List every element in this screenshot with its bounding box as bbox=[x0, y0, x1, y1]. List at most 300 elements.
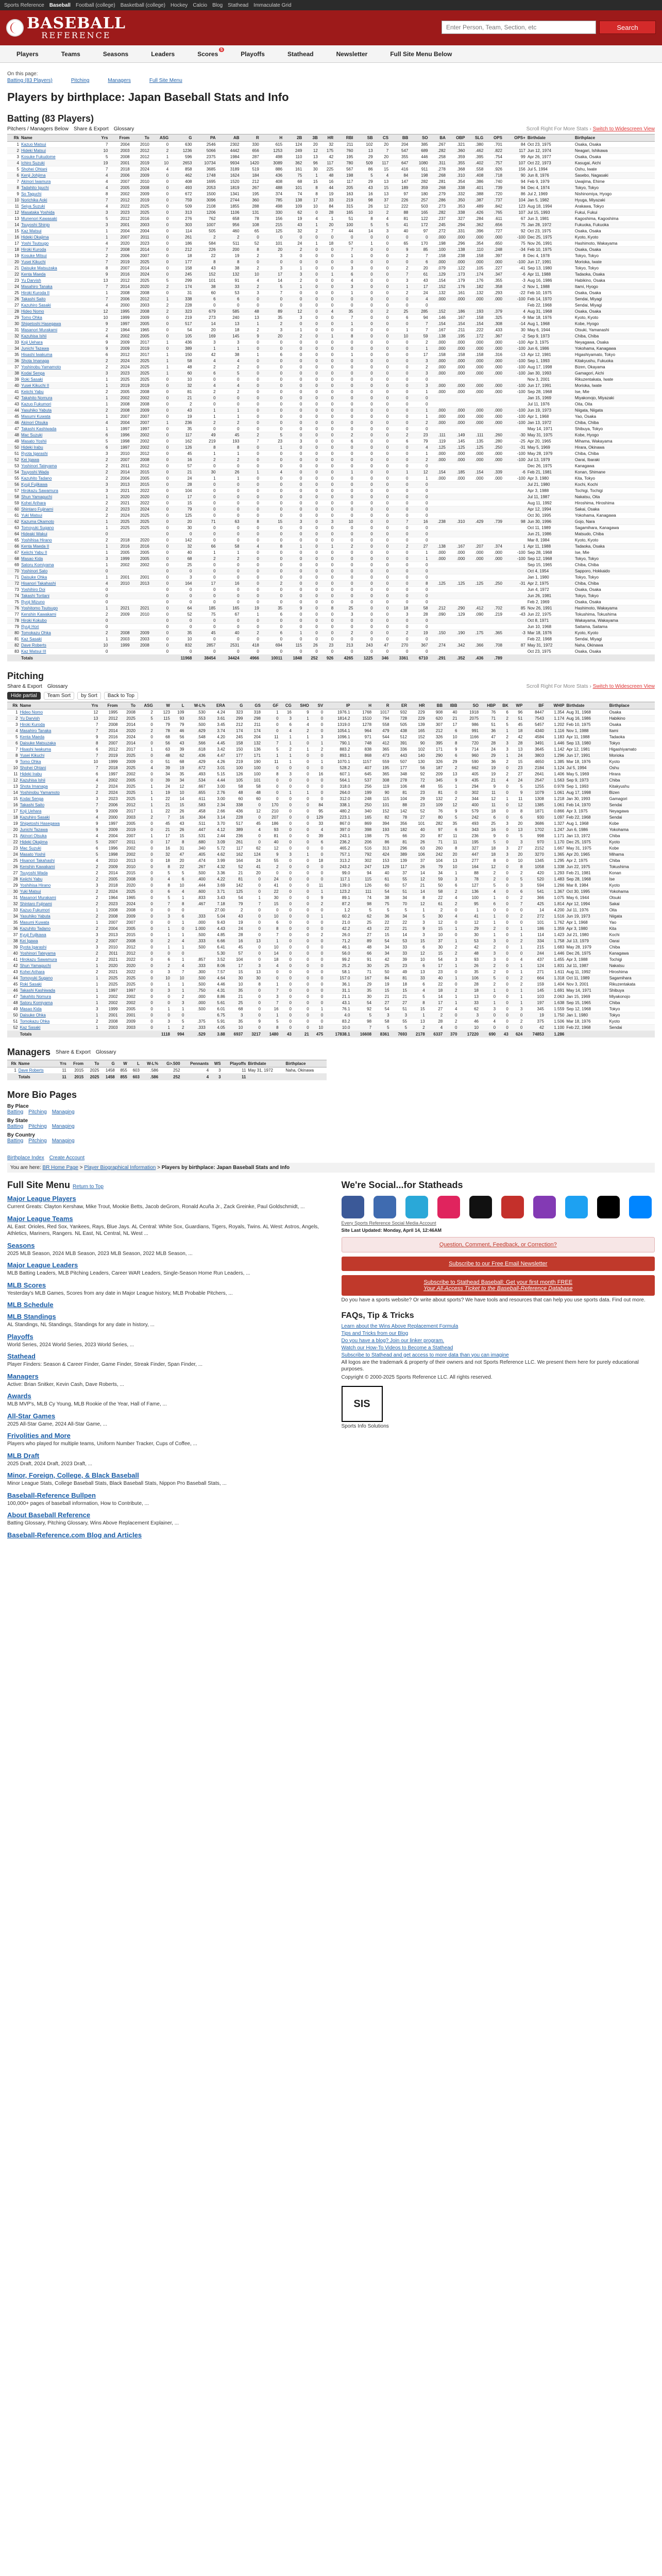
table-cell[interactable] bbox=[20, 568, 94, 574]
player-link[interactable]: Masanori Murakami bbox=[20, 895, 56, 900]
player-link[interactable]: Hideki Matsui bbox=[21, 148, 46, 153]
player-link[interactable]: Takashi Saito bbox=[21, 297, 46, 301]
table-cell[interactable] bbox=[19, 777, 86, 784]
player-link[interactable]: Hiroki Kokubo bbox=[21, 618, 47, 623]
newsletter-button[interactable]: Subscribe to our Free Email Newsletter bbox=[342, 1257, 655, 1271]
column-header[interactable]: Name bbox=[19, 702, 86, 709]
player-link[interactable]: Yusei Kikuchi II bbox=[21, 383, 49, 388]
butterfly-icon[interactable] bbox=[629, 1196, 652, 1218]
faq-link[interactable]: Subscribe to Stathead and get access to more data than you can imagine bbox=[341, 1352, 509, 1358]
nav-item-seasons[interactable]: Seasons bbox=[103, 50, 129, 58]
table-cell[interactable] bbox=[20, 272, 94, 278]
table-cell[interactable] bbox=[20, 148, 94, 154]
player-link[interactable]: Kei Igawa bbox=[21, 457, 40, 462]
widescreen-link[interactable]: Switch to Widescreen View bbox=[592, 126, 655, 132]
table-cell[interactable] bbox=[19, 901, 86, 907]
table-cell[interactable] bbox=[20, 581, 94, 587]
table-cell[interactable] bbox=[19, 845, 86, 852]
on-this-page-link[interactable]: Pitching bbox=[71, 78, 90, 83]
bio-link[interactable]: Batting bbox=[7, 1109, 24, 1115]
player-link[interactable]: Kazuo Fukumori bbox=[20, 908, 50, 912]
table-cell[interactable] bbox=[19, 753, 86, 759]
topstrip-link[interactable]: Blog bbox=[212, 2, 223, 8]
table-cell[interactable] bbox=[20, 587, 94, 593]
table-cell[interactable] bbox=[20, 173, 94, 179]
table-cell[interactable] bbox=[19, 771, 86, 777]
column-header[interactable]: OPS+ bbox=[503, 134, 527, 142]
menu-section-heading[interactable]: Stathead bbox=[7, 1352, 36, 1360]
table-cell[interactable] bbox=[19, 802, 86, 808]
widescreen-link[interactable]: Switch to Widescreen View bbox=[592, 684, 655, 689]
column-header[interactable]: Yrs bbox=[55, 1060, 67, 1067]
filter-pill[interactable]: Back to Top bbox=[104, 692, 138, 700]
table-cell[interactable] bbox=[20, 234, 94, 241]
return-to-top-link[interactable]: Return to Top bbox=[73, 1184, 104, 1190]
table-cell[interactable] bbox=[20, 513, 94, 519]
player-link[interactable]: Kazuhisa Ishii bbox=[20, 778, 45, 783]
player-link[interactable]: Daisuke Matsuzaka bbox=[20, 741, 56, 745]
menu-section-heading[interactable]: All-Star Games bbox=[7, 1412, 56, 1420]
menu-section-heading[interactable]: Playoffs bbox=[7, 1332, 33, 1341]
column-header[interactable]: G bbox=[100, 1060, 115, 1067]
column-header[interactable]: W bbox=[116, 1060, 128, 1067]
column-header[interactable]: G bbox=[169, 134, 193, 142]
filter-pill[interactable]: Team Sort bbox=[44, 692, 75, 700]
table-cell[interactable] bbox=[20, 197, 94, 204]
topstrip-link[interactable]: Football (college) bbox=[75, 2, 115, 8]
nav-item-teams[interactable]: Teams bbox=[61, 50, 80, 58]
table-cell[interactable] bbox=[19, 1025, 86, 1031]
player-link[interactable]: Hirokazu Sawamura bbox=[21, 488, 58, 493]
player-link[interactable]: Satoru Komiyama bbox=[21, 563, 54, 567]
column-header[interactable]: Yrs bbox=[94, 134, 109, 142]
player-link[interactable]: Koji Uehara bbox=[21, 340, 43, 345]
table-cell[interactable] bbox=[20, 488, 94, 494]
player-link[interactable]: Yoshinori Sato bbox=[21, 569, 48, 573]
column-header[interactable]: Name bbox=[20, 134, 94, 142]
toolbar-item[interactable]: Glossary bbox=[113, 126, 134, 132]
table-cell[interactable] bbox=[20, 506, 94, 513]
player-link[interactable]: Masumi Kuwata bbox=[21, 414, 50, 419]
menu-section-heading[interactable]: Baseball-Reference Bullpen bbox=[7, 1491, 96, 1499]
table-cell[interactable] bbox=[20, 179, 94, 185]
table-cell[interactable] bbox=[20, 624, 94, 630]
table-cell[interactable] bbox=[20, 259, 94, 265]
toolbar-item[interactable]: Glossary bbox=[47, 684, 68, 689]
table-cell[interactable] bbox=[20, 408, 94, 414]
column-header[interactable]: WHIP bbox=[545, 702, 565, 709]
menu-section-heading[interactable]: Major League Players bbox=[7, 1195, 76, 1202]
table-cell[interactable] bbox=[19, 870, 86, 876]
table-cell[interactable] bbox=[20, 315, 94, 321]
player-link[interactable]: Norichika Aoki bbox=[21, 198, 47, 202]
column-header[interactable]: From bbox=[67, 1060, 84, 1067]
table-cell[interactable] bbox=[19, 728, 86, 734]
player-link[interactable]: Takashi Saito bbox=[20, 803, 45, 807]
player-link[interactable]: Hisanori Takahashi bbox=[20, 858, 55, 863]
table-cell[interactable] bbox=[20, 284, 94, 290]
column-header[interactable]: W bbox=[154, 702, 171, 709]
player-link[interactable]: Roki Sasaki bbox=[20, 982, 42, 987]
column-header[interactable]: R bbox=[372, 702, 391, 709]
table-cell[interactable] bbox=[19, 740, 86, 747]
player-link[interactable]: Hideo Nomo bbox=[20, 710, 43, 715]
player-link[interactable]: Kazuo Matsui bbox=[21, 142, 46, 147]
table-cell[interactable] bbox=[20, 333, 94, 340]
player-link[interactable]: Ryota Igarashi bbox=[20, 945, 47, 950]
table-cell[interactable] bbox=[19, 981, 86, 988]
column-header[interactable]: From bbox=[109, 134, 130, 142]
table-cell[interactable] bbox=[20, 457, 94, 463]
table-cell[interactable] bbox=[19, 852, 86, 858]
column-header[interactable]: Yrs bbox=[86, 702, 99, 709]
column-header[interactable]: SO bbox=[458, 702, 480, 709]
player-link[interactable]: Hideki Irabu bbox=[21, 445, 43, 450]
topstrip-link[interactable]: Sports Reference bbox=[4, 2, 44, 8]
table-cell[interactable] bbox=[20, 500, 94, 506]
table-cell[interactable] bbox=[20, 550, 94, 556]
linkedin-icon[interactable] bbox=[597, 1196, 620, 1218]
column-header[interactable]: PA bbox=[193, 134, 216, 142]
player-link[interactable]: Mac Suzuki bbox=[20, 846, 41, 851]
table-cell[interactable] bbox=[20, 537, 94, 544]
table-cell[interactable] bbox=[19, 932, 86, 938]
player-link[interactable]: Ryota Igarashi bbox=[21, 451, 48, 456]
player-link[interactable]: Akinori Iwamura bbox=[21, 179, 51, 184]
menu-section-heading[interactable]: MLB Schedule bbox=[7, 1301, 54, 1309]
faq-link[interactable]: Tips and Tricks from our Blog bbox=[341, 1330, 409, 1336]
column-header[interactable]: ER bbox=[391, 702, 409, 709]
player-link[interactable]: Satoru Komiyama bbox=[20, 1001, 53, 1005]
table-cell[interactable] bbox=[19, 1000, 86, 1006]
table-cell[interactable] bbox=[20, 302, 94, 309]
player-link[interactable]: Yoshitomo Tsutsugo bbox=[21, 606, 58, 611]
table-cell[interactable] bbox=[20, 642, 94, 649]
bio-link[interactable]: Managing bbox=[52, 1124, 75, 1129]
table-cell[interactable] bbox=[19, 821, 86, 827]
bio-link[interactable]: Pitching bbox=[28, 1109, 47, 1115]
table-cell[interactable] bbox=[20, 309, 94, 315]
player-link[interactable]: Keiichi Yabu bbox=[21, 389, 44, 394]
player-link[interactable]: Kaz Sasaki bbox=[20, 1025, 41, 1030]
table-cell[interactable] bbox=[19, 747, 86, 753]
player-link[interactable]: Yoshinori Tateyama bbox=[20, 951, 56, 956]
player-link[interactable]: Kenta Maeda II bbox=[21, 544, 49, 549]
player-link[interactable]: Kazuhito Tadano bbox=[21, 476, 52, 481]
menu-section-heading[interactable]: About Baseball Reference bbox=[7, 1511, 91, 1519]
player-link[interactable]: Daisuke Matsuzaka bbox=[21, 266, 57, 270]
column-header[interactable]: AB bbox=[217, 134, 241, 142]
toolbar-item[interactable]: Pitchers / Managers Below bbox=[7, 126, 69, 132]
player-link[interactable]: Shigetoshi Hasegawa bbox=[21, 321, 61, 326]
player-link[interactable]: Yoshinobu Yamamoto bbox=[20, 790, 60, 795]
player-link[interactable]: Masumi Kuwata bbox=[20, 920, 49, 925]
player-link[interactable]: Shintaro Fujinami bbox=[21, 507, 54, 512]
table-cell[interactable] bbox=[20, 383, 94, 389]
breadcrumb-link[interactable]: BR Home Page bbox=[42, 1165, 78, 1171]
column-header[interactable]: To bbox=[84, 1060, 100, 1067]
column-header[interactable]: OBP bbox=[447, 134, 466, 142]
table-cell[interactable] bbox=[19, 988, 86, 994]
table-cell[interactable] bbox=[20, 612, 94, 618]
column-header[interactable]: 2B bbox=[283, 134, 303, 142]
player-link[interactable]: Takashi Kashiwada bbox=[20, 988, 56, 993]
table-cell[interactable] bbox=[20, 154, 94, 160]
player-link[interactable]: Takahito Nomura bbox=[20, 994, 52, 999]
player-link[interactable]: Yu Darvish bbox=[20, 716, 40, 721]
filter-pill[interactable]: Hide partial bbox=[7, 692, 41, 700]
table-cell[interactable] bbox=[20, 278, 94, 284]
on-this-page-link[interactable]: Batting (83 Players) bbox=[7, 78, 53, 83]
table-cell[interactable] bbox=[19, 1006, 86, 1012]
column-header[interactable]: BF bbox=[523, 702, 545, 709]
player-link[interactable]: Hiroki Kuroda II bbox=[21, 291, 50, 295]
player-link[interactable]: Hisanori Takahashi bbox=[21, 581, 56, 586]
player-link[interactable]: Masanori Murakami bbox=[21, 328, 58, 332]
column-header[interactable]: HR bbox=[319, 134, 334, 142]
menu-section-heading[interactable]: Major League Teams bbox=[7, 1214, 73, 1223]
table-cell[interactable] bbox=[20, 414, 94, 420]
table-cell[interactable] bbox=[20, 445, 94, 451]
table-cell[interactable] bbox=[20, 265, 94, 272]
player-link[interactable]: Ryoji Mizuno bbox=[21, 600, 45, 604]
topstrip-link[interactable]: Basketball (college) bbox=[120, 2, 165, 8]
table-cell[interactable] bbox=[19, 907, 86, 913]
player-link[interactable]: Masato Yoshii bbox=[20, 852, 45, 857]
player-link[interactable]: Kosuke Mitsui bbox=[21, 253, 47, 258]
table-cell[interactable] bbox=[19, 827, 86, 833]
table-cell[interactable] bbox=[20, 531, 94, 537]
column-header[interactable]: CG bbox=[280, 702, 293, 709]
table-cell[interactable] bbox=[19, 963, 86, 969]
table-cell[interactable] bbox=[19, 944, 86, 951]
player-link[interactable]: Ichiro Suzuki bbox=[21, 161, 45, 165]
player-link[interactable]: Dave Roberts bbox=[21, 643, 46, 648]
table-cell[interactable] bbox=[20, 296, 94, 302]
player-link[interactable]: Kohei Arihara bbox=[21, 501, 46, 505]
player-link[interactable]: Keiichi Yabu bbox=[20, 877, 43, 882]
table-cell[interactable] bbox=[20, 377, 94, 383]
table-cell[interactable] bbox=[20, 438, 94, 445]
player-link[interactable]: Kenshin Kawakami bbox=[21, 612, 57, 617]
column-header[interactable]: R bbox=[241, 134, 260, 142]
player-link[interactable]: Akinori Otsuka bbox=[20, 834, 47, 838]
table-cell[interactable] bbox=[20, 476, 94, 482]
player-link[interactable]: Kyuji Fujikawa bbox=[20, 933, 46, 937]
player-link[interactable]: Masao Kida bbox=[20, 1007, 42, 1011]
player-link[interactable]: Masao Kida bbox=[21, 556, 43, 561]
table-cell[interactable] bbox=[19, 709, 86, 716]
player-link[interactable]: Daisuke Ohka bbox=[21, 575, 47, 580]
search-input[interactable] bbox=[442, 21, 596, 34]
player-link[interactable]: Kenta Maeda bbox=[20, 735, 45, 739]
player-link[interactable]: Yasuhiko Yabuta bbox=[20, 914, 50, 919]
player-link[interactable]: Shintaro Fujinami bbox=[20, 902, 52, 906]
faq-link[interactable]: Learn about the Wins Above Replacement Formula bbox=[341, 1323, 459, 1329]
table-cell[interactable] bbox=[20, 340, 94, 346]
player-link[interactable]: Kenji Johjima bbox=[21, 173, 46, 178]
on-this-page-link[interactable]: Managers bbox=[108, 78, 131, 83]
nav-item-players[interactable]: Players bbox=[16, 50, 39, 58]
table-cell[interactable] bbox=[20, 618, 94, 624]
table-cell[interactable] bbox=[20, 216, 94, 222]
column-header[interactable]: WP bbox=[510, 702, 524, 709]
column-header[interactable]: Birthplace bbox=[574, 134, 655, 142]
menu-section-heading[interactable]: MLB Draft bbox=[7, 1451, 40, 1460]
player-link[interactable]: Kyuji Fujikawa bbox=[21, 482, 48, 487]
table-cell[interactable] bbox=[20, 364, 94, 370]
player-link[interactable]: Yusei Kikuchi bbox=[21, 260, 46, 264]
column-header[interactable]: BA bbox=[429, 134, 447, 142]
toolbar-item[interactable]: Share & Export bbox=[7, 684, 42, 689]
player-link[interactable]: Shohei Ohtani bbox=[20, 766, 46, 770]
column-header[interactable]: W-L% bbox=[185, 702, 206, 709]
table-cell[interactable] bbox=[20, 482, 94, 488]
table-cell[interactable] bbox=[19, 975, 86, 981]
column-header[interactable]: Birthdate bbox=[565, 702, 608, 709]
table-cell[interactable] bbox=[20, 630, 94, 636]
table-cell[interactable] bbox=[19, 889, 86, 895]
player-link[interactable]: Yoshihisa Hirano bbox=[21, 538, 52, 543]
youtube-icon[interactable] bbox=[501, 1196, 524, 1218]
nav-item-full-site-menu-below[interactable]: Full Site Menu Below bbox=[390, 50, 452, 58]
topstrip-link[interactable]: Calcio bbox=[193, 2, 208, 8]
player-link[interactable]: Kenshin Kawakami bbox=[20, 865, 55, 869]
player-link[interactable]: Tomoyuki Sugano bbox=[20, 976, 53, 980]
table-cell[interactable] bbox=[19, 1012, 86, 1019]
table-cell[interactable] bbox=[20, 420, 94, 426]
player-link[interactable]: Kaz Sasaki bbox=[21, 637, 42, 641]
column-header[interactable]: BB bbox=[389, 134, 409, 142]
player-link[interactable]: Roki Sasaki bbox=[21, 377, 43, 382]
table-cell[interactable] bbox=[19, 833, 86, 839]
x-icon[interactable] bbox=[565, 1196, 588, 1218]
table-cell[interactable] bbox=[19, 808, 86, 815]
table-cell[interactable] bbox=[20, 358, 94, 364]
table-cell[interactable] bbox=[19, 913, 86, 920]
nav-item-scores[interactable]: Scores 5 bbox=[186, 50, 229, 58]
column-header[interactable]: To bbox=[131, 134, 150, 142]
player-link[interactable]: Hiroki Kuroda bbox=[20, 722, 45, 727]
player-link[interactable]: Junichi Tazawa bbox=[21, 346, 49, 351]
player-link[interactable]: Yoshinori Tateyama bbox=[21, 464, 57, 468]
player-link[interactable]: Yuki Matsui bbox=[21, 513, 42, 518]
table-cell[interactable] bbox=[19, 883, 86, 889]
table-cell[interactable] bbox=[19, 969, 86, 975]
table-cell[interactable] bbox=[20, 426, 94, 432]
table-cell[interactable] bbox=[20, 556, 94, 562]
footer-link[interactable]: Birthplace Index bbox=[7, 1155, 44, 1161]
column-header[interactable]: SV bbox=[310, 702, 325, 709]
table-cell[interactable] bbox=[20, 525, 94, 531]
column-header[interactable]: To bbox=[118, 702, 137, 709]
table-cell[interactable] bbox=[20, 204, 94, 210]
player-link[interactable]: Yoshinobu Yamamoto bbox=[21, 365, 61, 369]
toolbar-item[interactable]: Share & Export bbox=[56, 1049, 91, 1055]
table-cell[interactable] bbox=[19, 765, 86, 771]
table-cell[interactable] bbox=[19, 864, 86, 870]
table-cell[interactable] bbox=[20, 451, 94, 457]
player-link[interactable]: Tsuyoshi Shinjo bbox=[21, 223, 50, 227]
column-header[interactable]: H bbox=[351, 702, 372, 709]
player-link[interactable]: Akinori Otsuka bbox=[21, 420, 48, 425]
table-cell[interactable] bbox=[19, 759, 86, 765]
player-link[interactable]: Tomo Ohka bbox=[21, 315, 42, 320]
table-cell[interactable] bbox=[20, 210, 94, 216]
table-cell[interactable] bbox=[20, 494, 94, 500]
menu-section-heading[interactable]: Managers bbox=[7, 1372, 39, 1380]
player-link[interactable]: Hisashi Iwakuma bbox=[21, 352, 53, 357]
player-link[interactable]: Yu Darvish bbox=[21, 278, 41, 283]
player-link[interactable]: Kohei Arihara bbox=[20, 970, 45, 974]
player-link[interactable]: Kazuo Fukumori bbox=[21, 402, 52, 406]
player-link[interactable]: Takashi Kashiwada bbox=[21, 427, 57, 431]
player-link[interactable]: Tomoyuki Sugano bbox=[21, 526, 54, 530]
table-cell[interactable] bbox=[20, 352, 94, 358]
column-header[interactable]: SHO bbox=[293, 702, 310, 709]
column-header[interactable]: Pennants bbox=[181, 1060, 210, 1067]
column-header[interactable]: IP bbox=[324, 702, 351, 709]
bio-link[interactable]: Managing bbox=[52, 1109, 75, 1115]
player-link[interactable]: Kazuhito Tadano bbox=[20, 926, 51, 931]
player-link[interactable]: Tomo Ohka bbox=[20, 759, 41, 764]
table-cell[interactable] bbox=[19, 722, 86, 728]
column-header[interactable]: Birthplace bbox=[608, 702, 655, 709]
table-cell[interactable] bbox=[20, 544, 94, 550]
bio-link[interactable]: Pitching bbox=[28, 1138, 47, 1144]
player-link[interactable]: Kazuhiro Sasaki bbox=[20, 815, 50, 820]
column-header[interactable]: BB bbox=[426, 702, 444, 709]
table-cell[interactable] bbox=[19, 784, 86, 790]
menu-section-heading[interactable]: MLB Standings bbox=[7, 1313, 56, 1320]
table-cell[interactable] bbox=[19, 938, 86, 944]
menu-section-heading[interactable]: Major League Leaders bbox=[7, 1261, 78, 1269]
table-cell[interactable] bbox=[20, 142, 94, 148]
player-link[interactable]: Kazuhiro Sasaki bbox=[21, 303, 51, 308]
player-link[interactable]: Kodai Senga bbox=[21, 371, 45, 376]
table-cell[interactable] bbox=[19, 926, 86, 932]
table-cell[interactable] bbox=[20, 346, 94, 352]
table-cell[interactable] bbox=[20, 327, 94, 333]
table-cell[interactable] bbox=[20, 401, 94, 408]
nav-item-newsletter[interactable]: Newsletter bbox=[336, 50, 368, 58]
column-header[interactable]: ASG bbox=[137, 702, 154, 709]
player-link[interactable]: Kodai Senga bbox=[20, 796, 44, 801]
bluesky-icon[interactable] bbox=[374, 1196, 396, 1218]
table-cell[interactable] bbox=[20, 166, 94, 173]
player-link[interactable]: Takashi Toritani bbox=[21, 594, 49, 598]
player-link[interactable]: Seiya Suzuki bbox=[21, 204, 45, 209]
toolbar-item[interactable]: Share & Export bbox=[73, 126, 109, 132]
column-header[interactable]: GF bbox=[262, 702, 280, 709]
player-link[interactable]: Yasuhiko Yabuta bbox=[21, 408, 52, 413]
column-header[interactable]: IBB bbox=[444, 702, 458, 709]
player-link[interactable]: Keiichi Yabu II bbox=[21, 550, 47, 555]
table-cell[interactable] bbox=[19, 815, 86, 821]
social-accounts-link[interactable]: Every Sports Reference Social Media Account bbox=[341, 1221, 436, 1226]
player-link[interactable]: Shun Yamaguchi bbox=[20, 963, 51, 968]
twitter-icon[interactable] bbox=[405, 1196, 428, 1218]
table-cell[interactable] bbox=[19, 957, 86, 963]
table-cell[interactable] bbox=[20, 222, 94, 228]
player-link[interactable]: Masahiro Tanaka bbox=[20, 728, 52, 733]
topstrip-link[interactable]: Hockey bbox=[170, 2, 188, 8]
column-header[interactable]: From bbox=[99, 702, 118, 709]
column-header[interactable]: Playoffs bbox=[222, 1060, 247, 1067]
nav-item-leaders[interactable]: Leaders bbox=[151, 50, 175, 58]
column-header[interactable]: W-L% bbox=[141, 1060, 159, 1067]
player-link[interactable]: Hirokazu Sawamura bbox=[20, 957, 57, 962]
